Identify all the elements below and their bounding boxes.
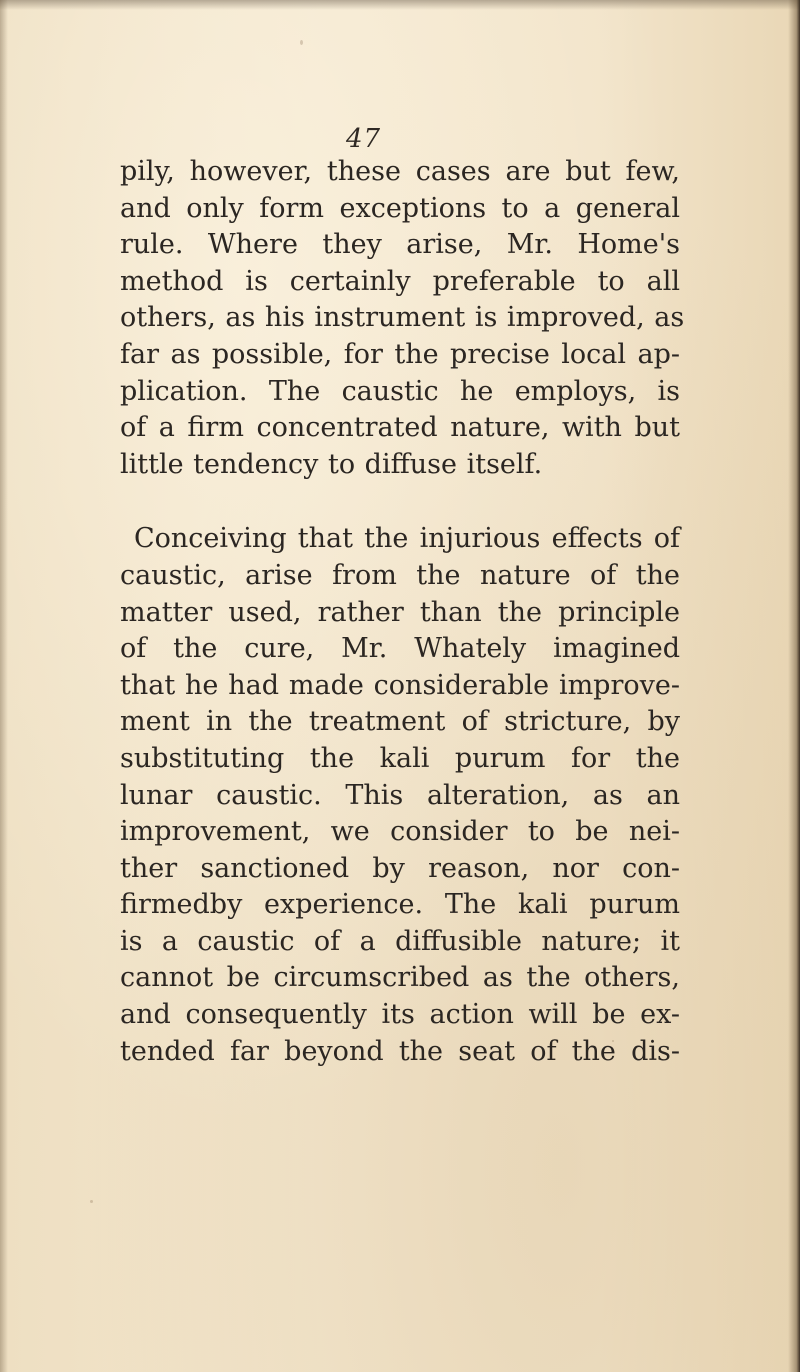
text-line: matter used, rather than the principle [120,596,680,628]
text-line: little tendency to diffuse itself. [120,448,543,480]
paragraph-2 [120,521,680,1070]
paragraph-gap [120,483,680,521]
text-line: substituting the kali purum for the [120,742,680,774]
text-line: that he had made considerable improve- [120,669,680,701]
text-line: plication. The caustic he employs, is [120,375,680,407]
page-top-shadow [0,0,800,10]
page-left-edge [0,0,8,1372]
text-line: others, as his instrument is improved, as [120,302,685,334]
text-line: method is certainly preferable to all [120,265,680,297]
paragraph-1 [120,154,685,483]
text-line: ther sanctioned by reason, nor con- [120,852,680,884]
page-number: 47 [346,124,382,154]
text-line: firmedby experience. The kali purum [120,889,680,921]
body-text [120,154,685,1070]
text-line: Conceiving that the injurious effects of [134,523,680,555]
text-line: ment in the treatment of stricture, by [120,706,680,738]
paper-speck [90,1200,93,1203]
text-line: caustic, arise from the nature of the [120,559,680,591]
text-line: of a firm concentrated nature, with but [120,412,680,444]
text-line: tended far beyond the seat of the dis- [120,1035,680,1067]
text-line: lunar caustic. This alteration, as an [120,779,680,811]
text-line: improvement, we consider to be nei- [120,816,680,848]
text-line: far as possible, for the precise local ap- [120,338,680,370]
text-line: cannot be circumscribed as the others, [120,962,680,994]
page-right-edge [788,0,800,1372]
text-line: pily, however, these cases are but few, [120,156,680,187]
text-line: and only form exceptions to a general [120,192,680,224]
text-line: is a caustic of a diffusible nature; it [120,925,680,957]
text-line: and consequently its action will be ex- [120,999,680,1031]
text-line: of the cure, Mr. Whately imagined [120,633,680,665]
text-line: rule. Where they arise, Mr. Home's [120,229,680,261]
paper-speck [300,40,303,45]
